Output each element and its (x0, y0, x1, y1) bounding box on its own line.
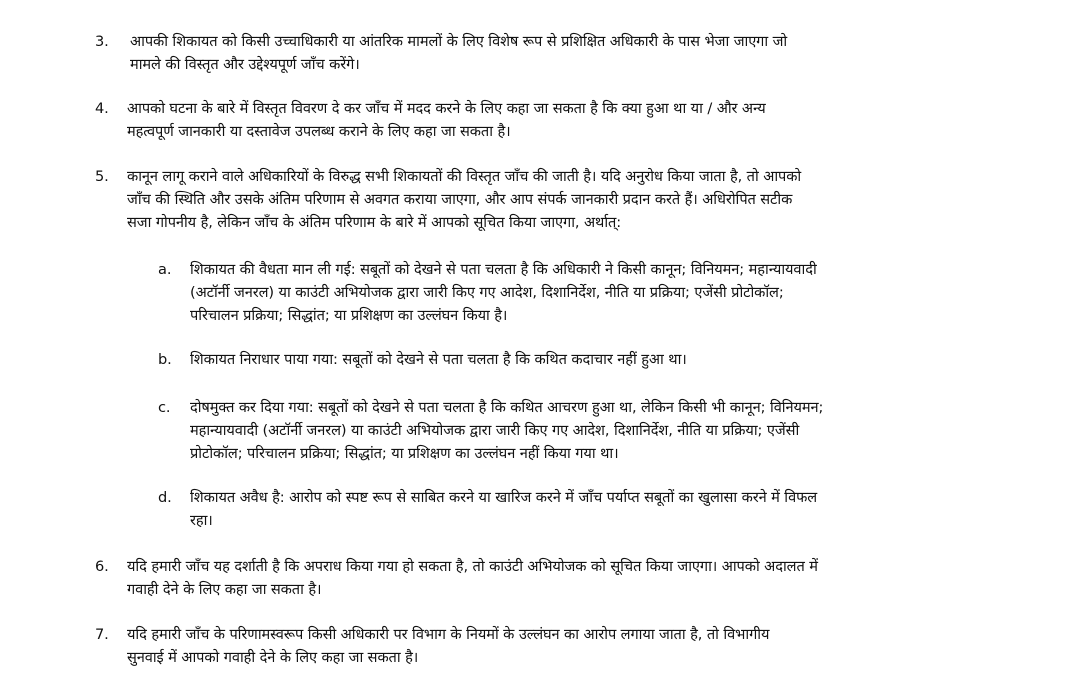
text-line: दोषमुक्त कर दिया गया: सबूतों को देखने से पता चलता है कि कथित आचरण हुआ था, लेकिन किसी भी कानून; विनियमन; (190, 399, 824, 416)
text-line: यदि हमारी जाँच के परिणामस्वरूप किसी अधिकारी पर विभाग के नियमों के उल्लंघन का आरोप लगाया जाता है, तो विभागीय (127, 626, 770, 643)
text-line: आपको घटना के बारे में विस्तृत विवरण दे कर जाँच में मदद करने के लिए कहा जा सकता है कि क्या हुआ था या / और अन्य (127, 100, 766, 117)
list-item-text (130, 30, 787, 76)
text-line: (अटॉर्नी जनरल) या काउंटी अभियोजक द्वारा जारी किए गए आदेश, दिशानिर्देश, नीति या प्रक्रिया; एजेंसी प्रोटोकॉल; (190, 284, 784, 301)
text-line: रहा। (190, 512, 213, 529)
text-line: महान्यायवादी (अटॉर्नी जनरल) या काउंटी अभियोजक द्वारा जारी किए गए आदेश, दिशानिर्देश, नीति या प्रक्रिया; एजेंसी (190, 422, 800, 439)
list-item-text (127, 555, 818, 601)
sub-list-item-text (190, 348, 687, 371)
text-line: प्रोटोकॉल; परिचालन प्रक्रिया; सिद्धांत; या प्रशिक्षण का उल्लंघन नहीं किया गया था। (190, 445, 619, 462)
text-line: शिकायत की वैधता मान ली गई: सबूतों को देखने से पता चलता है कि अधिकारी ने किसी कानून; विनियमन; महान्यायवादी (190, 261, 817, 278)
list-item-text (127, 165, 801, 234)
text-line: जाँच की स्थिति और उसके अंतिम परिणाम से अवगत कराया जाएगा, और आप संपर्क जानकारी प्रदान करते हैं। अधिरोपित सटीक (127, 191, 793, 208)
text-line: महत्वपूर्ण जानकारी या दस्तावेज उपलब्ध कराने के लिए कहा जा सकता है। (127, 123, 511, 140)
sub-list-item-letter: a. (158, 261, 172, 278)
sub-list-item-letter: d. (158, 489, 172, 506)
list-item-text (127, 623, 769, 669)
text-line: मामले की विस्तृत और उद्देश्यपूर्ण जाँच करेंगे। (130, 56, 360, 73)
sub-list-item-letter: c. (158, 399, 171, 416)
sub-list-item-text (190, 486, 817, 532)
list-item-number: 5. (95, 168, 109, 185)
list-item-number: 6. (95, 558, 109, 575)
text-line: परिचालन प्रक्रिया; सिद्धांत; या प्रशिक्षण का उल्लंघन किया है। (190, 307, 508, 324)
sub-list-item-text (190, 258, 817, 327)
text-line: गवाही देने के लिए कहा जा सकता है। (127, 581, 322, 598)
text-line: यदि हमारी जाँच यह दर्शाती है कि अपराध किया गया हो सकता है, तो काउंटी अभियोजक को सूचित किया जाएगा। आपको अदालत में (127, 558, 818, 575)
sub-list-item-letter: b. (158, 351, 172, 368)
list-item-text (127, 97, 766, 143)
text-line: कानून लागू कराने वाले अधिकारियों के विरुद्ध सभी शिकायतों की विस्तृत जाँच की जाती है। यदि अनुरोध किया जाता है, तो आपको (127, 168, 802, 185)
text-line: सुनवाई में आपको गवाही देने के लिए कहा जा सकता है। (127, 649, 419, 666)
text-line: शिकायत अवैध है: आरोप को स्पष्ट रूप से साबित करने या खारिज करने में जाँच पर्याप्त सबूतों का खुलासा करने में विफल (190, 489, 818, 506)
list-item-number: 7. (95, 626, 109, 643)
text-line: शिकायत निराधार पाया गया: सबूतों को देखने से पता चलता है कि कथित कदाचार नहीं हुआ था। (190, 351, 687, 368)
list-item-number: 3. (95, 33, 109, 50)
text-line: सजा गोपनीय है, लेकिन जाँच के अंतिम परिणाम के बारे में आपको सूचित किया जाएगा, अर्थात्: (127, 214, 622, 231)
sub-list-item-text (190, 396, 823, 465)
list-item-number: 4. (95, 100, 109, 117)
text-line: आपकी शिकायत को किसी उच्चाधिकारी या आंतरिक मामलों के लिए विशेष रूप से प्रशिक्षित अधिकारी के पास भेजा जाएगा जो (130, 33, 788, 50)
